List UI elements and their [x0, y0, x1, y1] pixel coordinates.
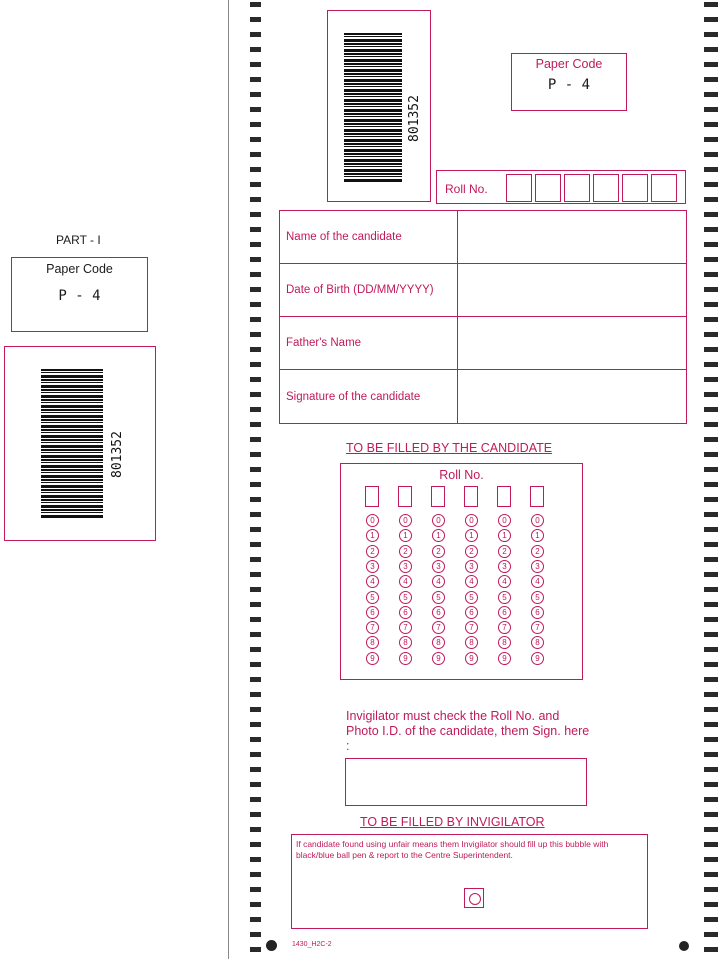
- timing-mark: [250, 797, 261, 802]
- digit-bubble[interactable]: 8: [366, 636, 379, 649]
- left-barcode-box: [4, 346, 156, 541]
- timing-mark: [704, 107, 718, 112]
- digit-bubble[interactable]: 3: [498, 560, 511, 573]
- timing-mark: [250, 482, 261, 487]
- timing-mark: [250, 302, 261, 307]
- timing-mark: [250, 527, 261, 532]
- timing-mark: [250, 122, 261, 127]
- timing-mark: [704, 692, 718, 697]
- registration-dot-left: [266, 940, 277, 951]
- invigilator-heading: TO BE FILLED BY INVIGILATOR: [360, 815, 545, 829]
- dob-field[interactable]: [458, 264, 687, 317]
- digit-bubble[interactable]: 5: [531, 591, 544, 604]
- registration-dot-right: [679, 941, 689, 951]
- timing-mark: [704, 947, 718, 952]
- timing-mark: [704, 812, 718, 817]
- timing-mark: [250, 32, 261, 37]
- timing-mark: [704, 182, 718, 187]
- roll-no-label: Roll No.: [445, 182, 488, 196]
- timing-mark: [250, 737, 261, 742]
- digit-bubble[interactable]: 9: [465, 652, 478, 665]
- timing-mark: [704, 677, 718, 682]
- part-label: PART - I: [56, 233, 101, 247]
- timing-mark: [704, 842, 718, 847]
- timing-mark: [250, 617, 261, 622]
- digit-bubble[interactable]: 1: [366, 529, 379, 542]
- digit-bubble[interactable]: 8: [498, 636, 511, 649]
- digit-bubble[interactable]: 9: [432, 652, 445, 665]
- timing-mark: [704, 497, 718, 502]
- timing-mark: [250, 572, 261, 577]
- digit-bubble[interactable]: 6: [531, 606, 544, 619]
- digit-bubble[interactable]: 9: [498, 652, 511, 665]
- digit-bubble[interactable]: 1: [531, 529, 544, 542]
- roll-digit-write-box[interactable]: [398, 486, 412, 507]
- roll-entry-box[interactable]: [564, 174, 590, 202]
- roll-digit-write-box[interactable]: [530, 486, 544, 507]
- timing-mark: [704, 872, 718, 877]
- perforation-line: [228, 0, 229, 959]
- timing-mark: [250, 677, 261, 682]
- digit-bubble[interactable]: 0: [531, 514, 544, 527]
- timing-mark: [704, 392, 718, 397]
- main-barcode-box: [327, 10, 431, 202]
- paper-code-label: Paper Code: [535, 57, 603, 71]
- timing-mark: [704, 32, 718, 37]
- barcode: [41, 369, 103, 519]
- father-name-field[interactable]: [458, 317, 687, 370]
- timing-mark: [704, 2, 718, 7]
- timing-mark: [250, 197, 261, 202]
- roll-digit-column: [365, 486, 379, 663]
- timing-mark: [250, 62, 261, 67]
- candidate-info-table: [279, 210, 687, 423]
- digit-bubble[interactable]: 6: [465, 606, 478, 619]
- timing-mark: [704, 902, 718, 907]
- timing-mark: [704, 617, 718, 622]
- digit-bubble[interactable]: 3: [432, 560, 445, 573]
- timing-mark: [704, 62, 718, 67]
- main-paper-code-box: [511, 53, 627, 111]
- timing-mark: [250, 827, 261, 832]
- timing-mark: [704, 287, 718, 292]
- timing-mark: [250, 242, 261, 247]
- timing-mark: [250, 767, 261, 772]
- timing-mark: [704, 437, 718, 442]
- digit-bubble[interactable]: 0: [432, 514, 445, 527]
- timing-mark: [704, 602, 718, 607]
- timing-mark: [704, 137, 718, 142]
- digit-bubble[interactable]: 1: [498, 529, 511, 542]
- timing-mark: [704, 257, 718, 262]
- field-label: Signature of the candidate: [280, 370, 458, 424]
- timing-mark: [250, 362, 261, 367]
- timing-mark: [250, 602, 261, 607]
- timing-mark: [704, 482, 718, 487]
- timing-mark: [704, 797, 718, 802]
- timing-mark: [250, 947, 261, 952]
- roll-digit-write-box[interactable]: [464, 486, 478, 507]
- digit-bubble[interactable]: 0: [498, 514, 511, 527]
- timing-mark: [704, 362, 718, 367]
- digit-bubble[interactable]: 8: [531, 636, 544, 649]
- digit-bubble[interactable]: 6: [366, 606, 379, 619]
- name-field[interactable]: [458, 211, 687, 264]
- timing-mark: [704, 197, 718, 202]
- field-label: Date of Birth (DD/MM/YYYY): [280, 264, 458, 317]
- digit-bubble[interactable]: 7: [399, 621, 412, 634]
- timing-mark: [250, 2, 261, 7]
- timing-mark: [250, 347, 261, 352]
- roll-digit-column: [398, 486, 412, 663]
- timing-mark: [250, 497, 261, 502]
- digit-bubble[interactable]: 7: [366, 621, 379, 634]
- digit-bubble[interactable]: 7: [432, 621, 445, 634]
- timing-mark: [704, 47, 718, 52]
- digit-bubble[interactable]: 1: [399, 529, 412, 542]
- timing-mark: [704, 707, 718, 712]
- timing-mark: [250, 17, 261, 22]
- timing-mark: [704, 467, 718, 472]
- timing-mark: [704, 227, 718, 232]
- timing-mark: [250, 542, 261, 547]
- timing-mark: [250, 887, 261, 892]
- timing-mark: [704, 542, 718, 547]
- digit-bubble[interactable]: 4: [498, 575, 511, 588]
- digit-bubble[interactable]: 1: [465, 529, 478, 542]
- digit-bubble[interactable]: 5: [432, 591, 445, 604]
- timing-mark: [250, 647, 261, 652]
- unfair-bubble[interactable]: [469, 893, 481, 905]
- timing-mark: [704, 407, 718, 412]
- timing-mark: [704, 512, 718, 517]
- timing-mark: [250, 902, 261, 907]
- timing-mark: [704, 167, 718, 172]
- digit-bubble[interactable]: 6: [498, 606, 511, 619]
- roll-no-box: [436, 170, 686, 204]
- timing-mark: [704, 932, 718, 937]
- digit-bubble[interactable]: 1: [432, 529, 445, 542]
- digit-bubble[interactable]: 2: [366, 545, 379, 558]
- timing-mark: [250, 437, 261, 442]
- timing-mark: [250, 152, 261, 157]
- invigilator-note: Invigilator must check the Roll No. and Photo I.D. of the candidate, them Sign. here :: [346, 709, 590, 753]
- timing-mark: [704, 587, 718, 592]
- roll-digit-column: [431, 486, 445, 663]
- timing-mark: [704, 377, 718, 382]
- unfair-means-box: [291, 834, 648, 929]
- paper-code-value: P - 4: [547, 77, 591, 93]
- timing-mark: [250, 227, 261, 232]
- paper-code-value: P - 4: [58, 288, 101, 304]
- timing-mark: [250, 452, 261, 457]
- digit-bubble[interactable]: 8: [465, 636, 478, 649]
- timing-mark: [250, 182, 261, 187]
- timing-mark: [250, 842, 261, 847]
- field-label: Name of the candidate: [280, 211, 458, 264]
- timing-mark: [250, 782, 261, 787]
- digit-bubble[interactable]: 9: [366, 652, 379, 665]
- timing-mark: [250, 632, 261, 637]
- timing-mark: [704, 527, 718, 532]
- unfair-bubble-box[interactable]: [464, 888, 484, 908]
- timing-mark: [704, 242, 718, 247]
- timing-mark: [250, 722, 261, 727]
- timing-mark: [704, 752, 718, 757]
- digit-bubble[interactable]: 2: [465, 545, 478, 558]
- timing-mark: [704, 557, 718, 562]
- timing-mark: [704, 887, 718, 892]
- timing-mark: [704, 647, 718, 652]
- timing-mark: [250, 407, 261, 412]
- timing-mark: [250, 77, 261, 82]
- digit-bubble[interactable]: 5: [498, 591, 511, 604]
- timing-mark: [704, 572, 718, 577]
- roll-digit-write-box[interactable]: [497, 486, 511, 507]
- timing-mark: [250, 257, 261, 262]
- timing-mark: [704, 347, 718, 352]
- timing-mark: [704, 77, 718, 82]
- timing-mark: [250, 377, 261, 382]
- timing-mark: [250, 752, 261, 757]
- timing-mark: [250, 167, 261, 172]
- timing-mark: [704, 332, 718, 337]
- roll-entry-box[interactable]: [506, 174, 532, 202]
- digit-bubble[interactable]: 2: [432, 545, 445, 558]
- digit-bubble[interactable]: 2: [531, 545, 544, 558]
- digit-bubble[interactable]: 8: [399, 636, 412, 649]
- candidate-heading: TO BE FILLED BY THE CANDIDATE: [346, 441, 553, 455]
- timing-mark: [250, 707, 261, 712]
- timing-mark: [250, 662, 261, 667]
- digit-bubble[interactable]: 0: [366, 514, 379, 527]
- roll-digit-write-box[interactable]: [431, 486, 445, 507]
- timing-mark: [250, 932, 261, 937]
- roll-digit-write-box[interactable]: [365, 486, 379, 507]
- digit-bubble[interactable]: 3: [399, 560, 412, 573]
- timing-mark: [704, 122, 718, 127]
- timing-mark: [250, 872, 261, 877]
- left-paper-code-box: [11, 257, 148, 332]
- roll-digit-column: [530, 486, 544, 663]
- invigilator-sign-box[interactable]: [345, 758, 587, 806]
- timing-mark: [250, 137, 261, 142]
- timing-mark: [250, 587, 261, 592]
- timing-mark: [704, 212, 718, 217]
- roll-digit-column: [464, 486, 478, 663]
- timing-mark: [250, 392, 261, 397]
- roll-entry-box[interactable]: [651, 174, 677, 202]
- field-label: Father's Name: [280, 317, 458, 370]
- barcode: [344, 33, 402, 183]
- digit-bubble[interactable]: 4: [465, 575, 478, 588]
- unfair-note: If candidate found using unfair means them Invigilator should fill up this bubble with black/blue ball pen & report to the Centre Superintendent.: [296, 839, 609, 860]
- timing-mark: [704, 662, 718, 667]
- digit-bubble[interactable]: 4: [399, 575, 412, 588]
- roll-grid-title: Roll No.: [439, 468, 484, 482]
- digit-bubble[interactable]: 6: [399, 606, 412, 619]
- timing-mark: [250, 332, 261, 337]
- timing-mark: [250, 47, 261, 52]
- roll-digit-column: [497, 486, 511, 663]
- timing-mark: [250, 557, 261, 562]
- timing-mark: [250, 317, 261, 322]
- timing-mark: [250, 917, 261, 922]
- roll-entry-box[interactable]: [593, 174, 619, 202]
- timing-mark: [250, 212, 261, 217]
- timing-mark: [250, 287, 261, 292]
- digit-bubble[interactable]: 8: [432, 636, 445, 649]
- timing-mark: [704, 17, 718, 22]
- timing-mark: [704, 722, 718, 727]
- barcode-number: 801352: [407, 95, 422, 142]
- digit-bubble[interactable]: 3: [366, 560, 379, 573]
- timing-mark: [704, 737, 718, 742]
- digit-bubble[interactable]: 5: [366, 591, 379, 604]
- digit-bubble[interactable]: 0: [399, 514, 412, 527]
- timing-mark: [704, 92, 718, 97]
- digit-bubble[interactable]: 7: [465, 621, 478, 634]
- timing-mark: [250, 512, 261, 517]
- digit-bubble[interactable]: 3: [531, 560, 544, 573]
- digit-bubble[interactable]: 0: [465, 514, 478, 527]
- digit-bubble[interactable]: 5: [399, 591, 412, 604]
- timing-mark: [250, 272, 261, 277]
- timing-mark: [250, 467, 261, 472]
- signature-field[interactable]: [458, 370, 687, 424]
- roll-entry-box[interactable]: [622, 174, 648, 202]
- timing-mark: [704, 422, 718, 427]
- digit-bubble[interactable]: 7: [498, 621, 511, 634]
- timing-mark: [704, 767, 718, 772]
- timing-mark: [704, 917, 718, 922]
- digit-bubble[interactable]: 6: [432, 606, 445, 619]
- timing-mark: [704, 152, 718, 157]
- timing-mark: [704, 857, 718, 862]
- digit-bubble[interactable]: 2: [498, 545, 511, 558]
- timing-mark: [250, 422, 261, 427]
- digit-bubble[interactable]: 4: [531, 575, 544, 588]
- digit-bubble[interactable]: 4: [366, 575, 379, 588]
- timing-mark: [250, 92, 261, 97]
- timing-mark: [250, 692, 261, 697]
- barcode-number: 801352: [110, 431, 125, 478]
- digit-bubble[interactable]: 9: [399, 652, 412, 665]
- footer-code: 1430_H2C-2: [292, 941, 332, 948]
- digit-bubble[interactable]: 9: [531, 652, 544, 665]
- timing-mark: [704, 317, 718, 322]
- timing-mark: [704, 302, 718, 307]
- timing-mark: [704, 632, 718, 637]
- timing-mark: [250, 107, 261, 112]
- timing-mark: [704, 272, 718, 277]
- digit-bubble[interactable]: 2: [399, 545, 412, 558]
- timing-mark: [704, 452, 718, 457]
- timing-mark: [704, 827, 718, 832]
- digit-bubble[interactable]: 5: [465, 591, 478, 604]
- paper-code-label: Paper Code: [46, 262, 113, 276]
- digit-bubble[interactable]: 4: [432, 575, 445, 588]
- roll-entry-box[interactable]: [535, 174, 561, 202]
- roll-bubble-grid: [340, 463, 583, 680]
- roll-no-entry-boxes: [506, 174, 677, 202]
- digit-bubble[interactable]: 3: [465, 560, 478, 573]
- timing-mark: [250, 812, 261, 817]
- timing-mark: [250, 857, 261, 862]
- timing-mark: [704, 782, 718, 787]
- digit-bubble[interactable]: 7: [531, 621, 544, 634]
